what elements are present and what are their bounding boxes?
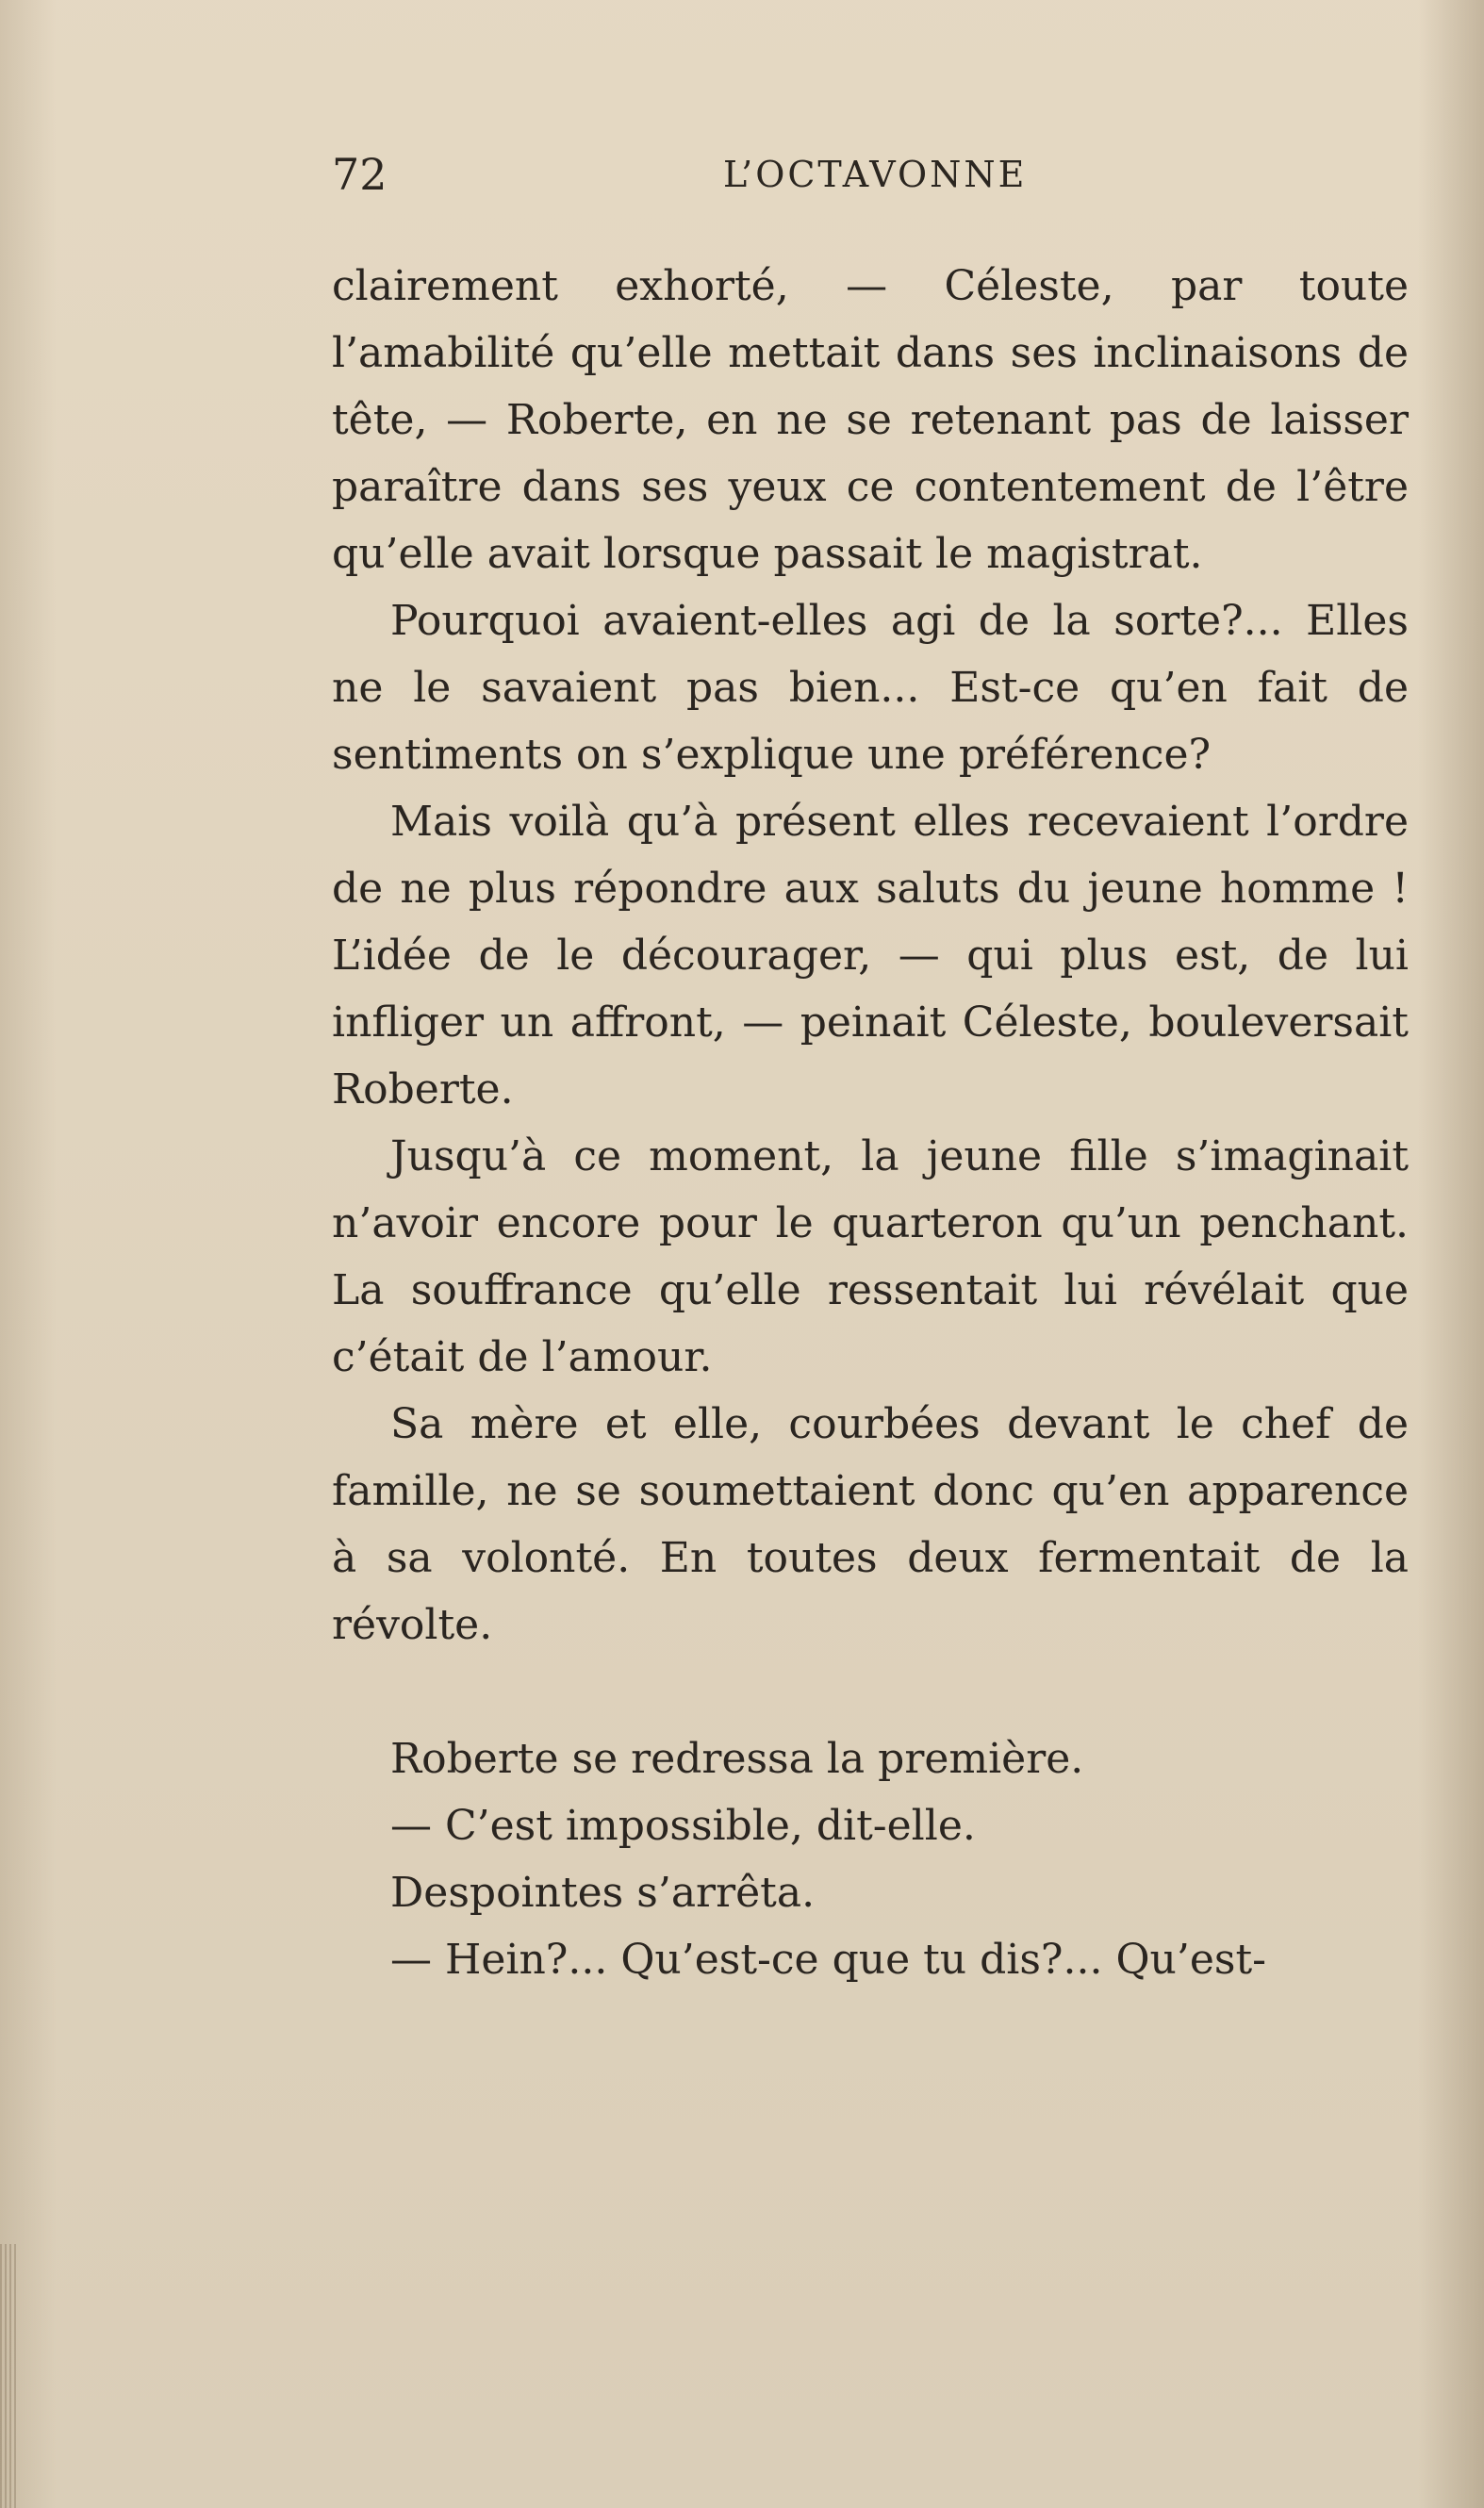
page-edge xyxy=(0,2244,17,2508)
body-text xyxy=(332,253,1409,1993)
paragraph: Mais voilà qu’à présent elles recevaient l’ordre de ne plus répondre aux saluts du jeune homme ! L’idée de le décourager, — qui plus est, de lui infliger un affront, — peinait Céleste, bouleversait Roberte. xyxy=(332,798,1409,1114)
paragraph: Roberte se redressa la première. xyxy=(390,1735,1084,1783)
paragraph: Despointes s’arrêta. xyxy=(390,1869,816,1917)
paragraph: Pourquoi avaient-elles agi de la sorte?... Elles ne le savaient pas bien... Est-ce qu’en fait de sentiments on s’explique une préférence? xyxy=(332,597,1409,779)
paragraph: Sa mère et elle, courbées devant le chef de famille, ne se soumettaient donc qu’en apparence à sa volonté. En toutes deux fermentait de la révolte. xyxy=(332,1400,1409,1649)
page-number: 72 xyxy=(332,149,387,200)
paragraph: Jusqu’à ce moment, la jeune fille s’imaginait n’avoir encore pour le quarteron qu’un penchant. La souffrance qu’elle ressentait lui révélait que c’était de l’amour. xyxy=(332,1132,1409,1381)
page-header xyxy=(332,141,1416,207)
paragraph: clairement exhorté, — Céleste, par toute l’amabilité qu’elle mettait dans ses inclinaisons de tête, — Roberte, en ne se retenant pas de laisser paraître dans ses yeux ce contentement de l’être qu’elle avait lorsque passait le magistrat. xyxy=(332,262,1409,578)
dialogue-line: — Hein?... Qu’est-ce que tu dis?... Qu’est- xyxy=(390,1936,1267,1984)
running-title: L’OCTAVONNE xyxy=(723,154,1028,195)
dialogue-line: — C’est impossible, dit-elle. xyxy=(390,1802,976,1850)
